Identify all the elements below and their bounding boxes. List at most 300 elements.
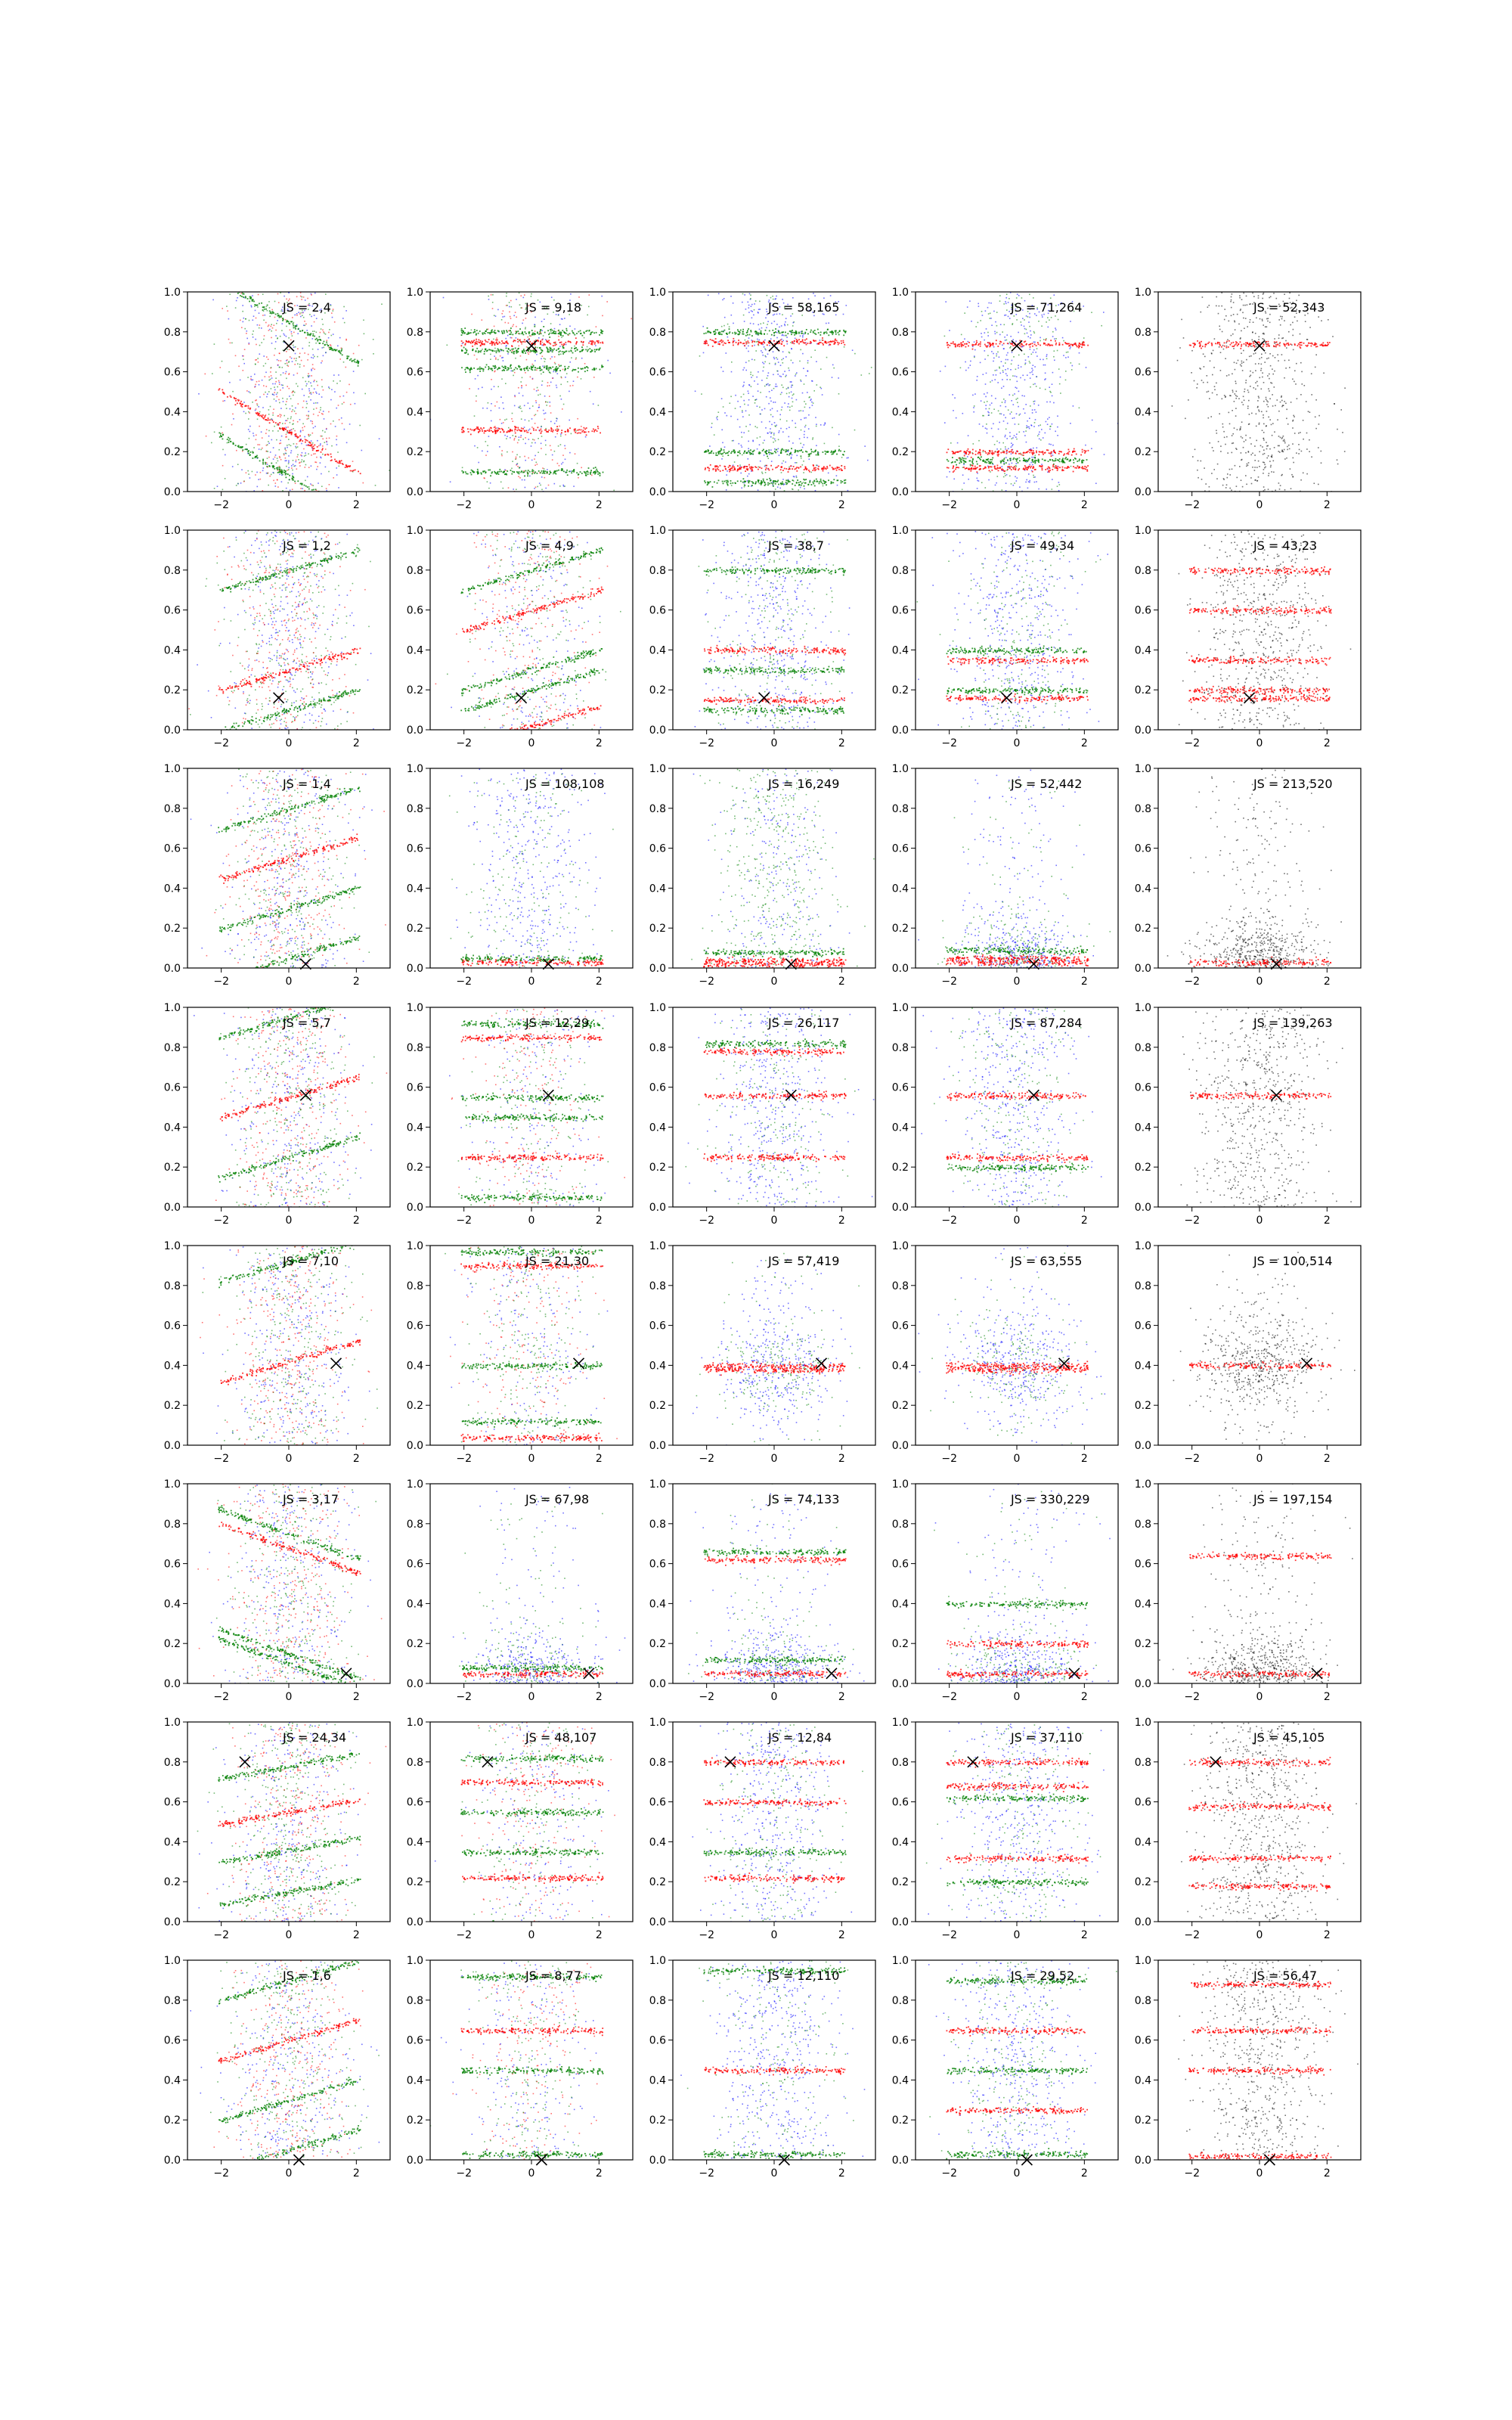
x-tick-label: 2 [353, 1691, 360, 1703]
x-tick-label: 0 [771, 1215, 778, 1227]
y-tick-label: 0.6 [407, 843, 423, 855]
axes-frame [916, 768, 1118, 968]
x-tick-label: 2 [1081, 499, 1088, 511]
x-tick-label: −2 [213, 1453, 229, 1465]
axes-frame [916, 1007, 1118, 1207]
y-tick-label: 0.4 [892, 1122, 909, 1134]
y-tick-label: 0.4 [649, 1360, 666, 1372]
scatter-points [692, 1722, 863, 1922]
y-tick-label: 0.2 [649, 1876, 666, 1888]
y-tick-label: 0.4 [649, 2074, 666, 2086]
y-tick-label: 0.8 [164, 1757, 181, 1769]
y-tick-label: 0.0 [892, 1202, 909, 1214]
y-tick-label: 0.4 [407, 1836, 423, 1848]
subplot-r6-c1 [164, 1478, 407, 1703]
y-tick-label: 0.0 [164, 1678, 181, 1690]
y-tick-label: 0.6 [1135, 1320, 1151, 1333]
x-tick-label: 0 [1256, 1453, 1263, 1465]
x-tick-label: −2 [213, 1215, 229, 1227]
x-tick-label: 2 [838, 1929, 845, 1941]
subplot-r5-c1 [164, 1239, 395, 1465]
y-tick-label: 0.2 [1135, 2114, 1151, 2127]
y-tick-label: 0.2 [407, 1876, 423, 1888]
x-tick-label: 0 [528, 737, 535, 749]
y-tick-label: 1.0 [649, 1955, 666, 1967]
x-tick-label: −2 [1184, 1453, 1200, 1465]
y-tick-label: 0.0 [407, 1440, 423, 1452]
x-tick-label: 2 [1324, 1929, 1331, 1941]
scatter-points [1178, 1960, 1358, 2161]
x-tick-label: −2 [699, 1453, 714, 1465]
x-tick-label: 0 [771, 1929, 778, 1941]
y-tick-label: 1.0 [649, 287, 666, 299]
scatter-points [179, 530, 398, 733]
y-tick-label: 0.0 [892, 486, 909, 498]
y-tick-label: 0.8 [164, 803, 181, 815]
scatter-points [672, 293, 882, 492]
y-tick-label: 0.2 [1135, 446, 1151, 458]
y-tick-label: 0.0 [892, 724, 909, 737]
axes-frame [1158, 1722, 1361, 1922]
js-annotation: JS = 74,133 [767, 1492, 839, 1506]
y-tick-label: 0.4 [407, 1122, 423, 1134]
x-tick-label: 2 [838, 737, 845, 749]
y-tick-label: 0.6 [1135, 605, 1151, 617]
subplot-r2-c2 [407, 525, 633, 749]
axes-frame [187, 1007, 390, 1207]
js-annotation: JS = 5,7 [282, 1016, 331, 1030]
y-tick-label: 0.8 [1135, 327, 1151, 339]
y-tick-label: 0.2 [649, 1400, 666, 1412]
y-tick-label: 0.6 [164, 1320, 181, 1333]
x-tick-label: 2 [1081, 1691, 1088, 1703]
x-marker [759, 693, 770, 703]
y-tick-label: 0.0 [407, 2155, 423, 2167]
x-tick-label: 0 [1256, 737, 1263, 749]
axes-frame [1158, 1246, 1361, 1445]
y-tick-label: 1.0 [1135, 1955, 1151, 1967]
x-tick-label: −2 [456, 737, 472, 749]
y-tick-label: 0.8 [892, 1280, 909, 1292]
y-tick-label: 0.4 [1135, 1598, 1151, 1610]
y-tick-label: 0.2 [1135, 1638, 1151, 1650]
x-tick-label: 0 [771, 1453, 778, 1465]
axes-frame [1158, 1007, 1361, 1207]
js-annotation: JS = 67,98 [525, 1492, 589, 1506]
y-tick-label: 0.4 [1135, 644, 1151, 656]
x-tick-label: 0 [286, 2167, 293, 2180]
y-tick-label: 0.8 [1135, 1042, 1151, 1054]
y-tick-label: 0.8 [164, 1042, 181, 1054]
y-tick-label: 0.0 [407, 486, 423, 498]
scatter-points [453, 1423, 653, 1684]
y-tick-label: 0.8 [649, 1757, 666, 1769]
js-annotation: JS = 2,4 [282, 300, 331, 315]
x-tick-label: 0 [771, 499, 778, 511]
y-tick-label: 0.6 [892, 843, 909, 855]
y-tick-label: 0.4 [164, 1598, 181, 1610]
y-tick-label: 0.8 [1135, 1280, 1151, 1292]
y-tick-label: 0.8 [407, 1757, 423, 1769]
x-tick-label: −2 [456, 1453, 472, 1465]
y-tick-label: 1.0 [407, 763, 423, 775]
x-tick-label: 2 [353, 2167, 360, 2180]
y-tick-label: 1.0 [892, 1240, 909, 1252]
y-tick-label: 1.0 [1135, 1240, 1151, 1252]
y-tick-label: 0.6 [649, 367, 666, 379]
y-tick-label: 0.6 [1135, 1797, 1151, 1809]
y-tick-label: 0.8 [1135, 1757, 1151, 1769]
x-tick-label: −2 [1184, 976, 1200, 988]
x-tick-label: 0 [286, 1215, 293, 1227]
y-tick-label: 0.0 [407, 724, 423, 737]
js-annotation: JS = 7,10 [282, 1254, 339, 1268]
x-tick-label: 2 [596, 2167, 603, 2180]
y-tick-label: 1.0 [1135, 1717, 1151, 1729]
x-tick-label: −2 [941, 976, 957, 988]
y-tick-label: 0.8 [1135, 565, 1151, 577]
x-tick-label: −2 [699, 1929, 714, 1941]
x-tick-label: −2 [941, 499, 957, 511]
x-tick-label: −2 [456, 1691, 472, 1703]
x-tick-label: 0 [1256, 1215, 1263, 1227]
y-tick-label: 0.0 [892, 1678, 909, 1690]
y-tick-label: 0.0 [1135, 1202, 1151, 1214]
x-tick-label: 0 [1256, 1929, 1263, 1941]
x-tick-label: 2 [838, 976, 845, 988]
y-tick-label: 0.8 [892, 1757, 909, 1769]
axes-frame [673, 1960, 875, 2160]
y-tick-label: 0.4 [407, 883, 423, 895]
scatter-points [695, 531, 853, 731]
x-tick-label: 2 [1324, 1691, 1331, 1703]
x-tick-label: 2 [596, 1929, 603, 1941]
y-tick-label: 0.4 [649, 644, 666, 656]
subplot-r7-c3 [649, 1717, 875, 1941]
js-annotation: JS = 1,2 [282, 538, 331, 553]
x-tick-label: 0 [286, 1929, 293, 1941]
x-tick-label: 2 [596, 737, 603, 749]
y-tick-label: 0.6 [407, 367, 423, 379]
y-tick-label: 0.6 [649, 1320, 666, 1333]
y-tick-label: 0.2 [1135, 684, 1151, 697]
x-tick-label: −2 [1184, 1215, 1200, 1227]
axes-frame [187, 1722, 390, 1922]
x-tick-label: −2 [699, 1691, 714, 1703]
axes-frame [673, 1246, 875, 1445]
js-annotation: JS = 56,47 [1253, 1969, 1317, 1983]
y-tick-label: 0.0 [164, 963, 181, 975]
subplot-r1-c3 [649, 287, 883, 511]
y-tick-label: 0.0 [1135, 724, 1151, 737]
y-tick-label: 0.4 [164, 2074, 181, 2086]
y-tick-label: 0.0 [892, 1916, 909, 1928]
y-tick-label: 0.2 [407, 1162, 423, 1174]
x-tick-label: 0 [771, 1691, 778, 1703]
y-tick-label: 0.0 [164, 486, 181, 498]
js-annotation: JS = 57,419 [767, 1254, 839, 1268]
axes-frame [1158, 1960, 1361, 2160]
y-tick-label: 0.4 [1135, 1122, 1151, 1134]
y-tick-label: 0.8 [164, 327, 181, 339]
x-tick-label: −2 [699, 1215, 714, 1227]
x-tick-label: 2 [838, 1691, 845, 1703]
y-tick-label: 1.0 [892, 1002, 909, 1014]
x-tick-label: 0 [1256, 976, 1263, 988]
y-tick-label: 0.8 [164, 1519, 181, 1531]
y-tick-label: 0.6 [649, 1797, 666, 1809]
x-tick-label: −2 [1184, 737, 1200, 749]
js-annotation: JS = 63,555 [1010, 1254, 1082, 1268]
y-tick-label: 1.0 [649, 525, 666, 537]
y-tick-label: 0.2 [164, 1876, 181, 1888]
scatter-points [921, 1007, 1101, 1207]
y-tick-label: 0.2 [1135, 1876, 1151, 1888]
x-marker [769, 340, 779, 351]
x-tick-label: 2 [596, 1453, 603, 1465]
y-tick-label: 1.0 [649, 1478, 666, 1491]
y-tick-label: 0.8 [1135, 803, 1151, 815]
y-tick-label: 1.0 [164, 763, 181, 775]
x-marker [526, 340, 537, 351]
js-annotation: JS = 16,249 [767, 777, 839, 791]
y-tick-label: 1.0 [1135, 287, 1151, 299]
js-annotation: JS = 1,4 [282, 777, 331, 791]
axes-frame [916, 1722, 1118, 1922]
x-marker [1244, 693, 1255, 703]
y-tick-label: 0.4 [892, 644, 909, 656]
x-tick-label: −2 [456, 499, 472, 511]
x-tick-label: 0 [1014, 737, 1021, 749]
axes-frame [673, 1722, 875, 1922]
y-tick-label: 0.0 [164, 1440, 181, 1452]
js-annotation: JS = 38,7 [767, 538, 824, 553]
y-tick-label: 0.4 [892, 2074, 909, 2086]
y-tick-label: 1.0 [164, 1478, 181, 1491]
y-tick-label: 0.2 [407, 923, 423, 935]
subplot-r8-c1 [164, 1955, 390, 2180]
x-tick-label: 0 [528, 1453, 535, 1465]
x-tick-label: 2 [1324, 1453, 1331, 1465]
y-tick-label: 0.6 [649, 1082, 666, 1094]
y-tick-label: 0.2 [164, 446, 181, 458]
y-tick-label: 0.8 [1135, 1995, 1151, 2007]
y-tick-label: 0.6 [164, 1797, 181, 1809]
scatter-points [928, 1960, 1117, 2160]
x-marker [968, 1757, 978, 1767]
y-tick-label: 0.6 [164, 367, 181, 379]
js-annotation: JS = 1,6 [282, 1969, 331, 1983]
y-tick-label: 0.0 [407, 1916, 423, 1928]
x-tick-label: −2 [1184, 1691, 1200, 1703]
js-annotation: JS = 21,30 [525, 1254, 589, 1268]
y-tick-label: 1.0 [649, 763, 666, 775]
x-tick-label: 0 [1014, 976, 1021, 988]
y-tick-label: 0.6 [407, 1797, 423, 1809]
x-tick-label: 2 [1324, 1215, 1331, 1227]
y-tick-label: 0.0 [649, 1678, 666, 1690]
js-annotation: JS = 37,110 [1010, 1730, 1082, 1745]
y-tick-label: 1.0 [1135, 525, 1151, 537]
x-tick-label: 0 [1014, 1215, 1021, 1227]
y-tick-label: 0.0 [407, 963, 423, 975]
js-annotation: JS = 52,343 [1253, 300, 1325, 315]
y-tick-label: 0.0 [164, 1916, 181, 1928]
x-tick-label: −2 [941, 1215, 957, 1227]
scatter-points [686, 1007, 877, 1208]
x-tick-label: 2 [353, 499, 360, 511]
y-tick-label: 1.0 [892, 1717, 909, 1729]
x-tick-label: 0 [528, 1215, 535, 1227]
js-annotation: JS = 330,229 [1010, 1492, 1090, 1506]
js-annotation: JS = 4,9 [525, 538, 574, 553]
x-tick-label: −2 [213, 1929, 229, 1941]
y-tick-label: 0.4 [407, 2074, 423, 2086]
x-tick-label: 2 [838, 1453, 845, 1465]
y-tick-label: 0.2 [164, 1400, 181, 1412]
y-tick-label: 1.0 [892, 287, 909, 299]
y-tick-label: 1.0 [164, 287, 181, 299]
js-annotation: JS = 139,263 [1253, 1016, 1333, 1030]
y-tick-label: 1.0 [892, 763, 909, 775]
y-tick-label: 0.6 [407, 605, 423, 617]
x-tick-label: −2 [456, 2167, 472, 2180]
y-tick-label: 0.6 [164, 2035, 181, 2047]
y-tick-label: 0.0 [1135, 486, 1151, 498]
y-tick-label: 0.2 [892, 1638, 909, 1650]
x-tick-label: −2 [941, 737, 957, 749]
y-tick-label: 0.2 [164, 923, 181, 935]
x-tick-label: 0 [528, 1929, 535, 1941]
x-tick-label: 2 [838, 1215, 845, 1227]
scatter-points [918, 761, 1111, 969]
subplot-r8-c5 [1135, 1955, 1361, 2180]
x-marker [826, 1668, 837, 1679]
x-tick-label: 2 [1324, 499, 1331, 511]
y-tick-label: 0.0 [1135, 1440, 1151, 1452]
axes-frame [430, 1007, 633, 1207]
x-tick-label: 2 [1324, 2167, 1331, 2180]
x-tick-label: 2 [353, 737, 360, 749]
y-tick-label: 0.6 [1135, 367, 1151, 379]
x-tick-label: 0 [528, 2167, 535, 2180]
y-tick-label: 0.4 [1135, 2074, 1151, 2086]
y-tick-label: 0.8 [164, 1280, 181, 1292]
y-tick-label: 1.0 [164, 1717, 181, 1729]
x-tick-label: 0 [1256, 1691, 1263, 1703]
scatter-points [680, 1960, 865, 2161]
y-tick-label: 0.2 [164, 2114, 181, 2127]
y-tick-label: 0.2 [649, 446, 666, 458]
axes-frame [1158, 292, 1361, 492]
js-annotation: JS = 12,84 [767, 1730, 832, 1745]
axes-frame [430, 292, 633, 492]
y-tick-label: 0.2 [164, 1162, 181, 1174]
y-tick-label: 0.8 [407, 1519, 423, 1531]
y-tick-label: 0.4 [1135, 406, 1151, 418]
scatter-points [435, 1722, 615, 1922]
scatter-points [190, 1959, 380, 2174]
subplot-r1-c2 [407, 287, 634, 511]
subplot-r6-c3 [637, 1475, 876, 1703]
x-tick-label: 2 [596, 1215, 603, 1227]
y-tick-label: 0.6 [649, 605, 666, 617]
scatter-points [662, 1239, 860, 1516]
x-tick-label: 0 [286, 976, 293, 988]
x-tick-label: 0 [771, 976, 778, 988]
scatter-points [176, 768, 386, 982]
y-tick-label: 0.0 [407, 1202, 423, 1214]
x-tick-label: 0 [771, 737, 778, 749]
y-tick-label: 0.2 [892, 923, 909, 935]
subplot-r2-c5 [1135, 525, 1361, 749]
y-tick-label: 0.6 [649, 2035, 666, 2047]
y-tick-label: 0.4 [407, 1598, 423, 1610]
y-tick-label: 0.8 [649, 1280, 666, 1292]
y-tick-label: 0.2 [892, 684, 909, 697]
x-tick-label: −2 [456, 1929, 472, 1941]
y-tick-label: 0.8 [649, 327, 666, 339]
subplot-r4-c3 [649, 1002, 877, 1227]
y-tick-label: 0.2 [407, 1638, 423, 1650]
x-tick-label: 2 [596, 976, 603, 988]
y-tick-label: 0.6 [1135, 1559, 1151, 1571]
y-tick-label: 0.8 [164, 565, 181, 577]
y-tick-label: 0.4 [1135, 1360, 1151, 1372]
x-tick-label: −2 [941, 1691, 957, 1703]
y-tick-label: 0.2 [407, 2114, 423, 2127]
y-tick-label: 0.8 [164, 1995, 181, 2007]
y-tick-label: 0.0 [892, 2155, 909, 2167]
js-annotation: JS = 58,165 [767, 300, 839, 315]
subplot-r3-c4 [892, 761, 1118, 988]
y-tick-label: 0.6 [892, 1797, 909, 1809]
x-tick-label: 0 [528, 499, 535, 511]
y-tick-label: 0.4 [649, 883, 666, 895]
js-annotation: JS = 12,110 [767, 1969, 839, 1983]
x-tick-label: 2 [1324, 976, 1331, 988]
x-tick-label: 0 [771, 2167, 778, 2180]
scatter-points [435, 531, 621, 748]
axes-frame [673, 1007, 875, 1207]
axes-frame [187, 768, 390, 968]
x-tick-label: −2 [213, 1691, 229, 1703]
x-tick-label: −2 [456, 1215, 472, 1227]
subplot-r4-c5 [1135, 1002, 1361, 1227]
y-tick-label: 1.0 [892, 1955, 909, 1967]
js-annotation: JS = 87,284 [1010, 1016, 1082, 1030]
y-tick-label: 0.2 [649, 923, 666, 935]
axes-frame [916, 1484, 1118, 1683]
y-tick-label: 0.8 [892, 803, 909, 815]
subplot-r7-c2 [407, 1717, 633, 1941]
scatter-points [1179, 530, 1352, 731]
y-tick-label: 0.8 [892, 1042, 909, 1054]
js-annotation: JS = 45,105 [1253, 1730, 1325, 1745]
x-marker [543, 1090, 553, 1100]
y-tick-label: 0.2 [892, 446, 909, 458]
y-tick-label: 0.8 [649, 803, 666, 815]
js-annotation: JS = 43,23 [1253, 538, 1317, 553]
y-tick-label: 1.0 [1135, 1478, 1151, 1491]
subplot-r3-c1 [164, 763, 390, 988]
js-annotation: JS = 29,52 [1010, 1969, 1074, 1983]
x-tick-label: −2 [699, 499, 714, 511]
scatter-points [1155, 1007, 1352, 1208]
y-tick-label: 0.4 [164, 883, 181, 895]
js-annotation: JS = 48,107 [525, 1730, 596, 1745]
scatter-points [449, 768, 614, 969]
